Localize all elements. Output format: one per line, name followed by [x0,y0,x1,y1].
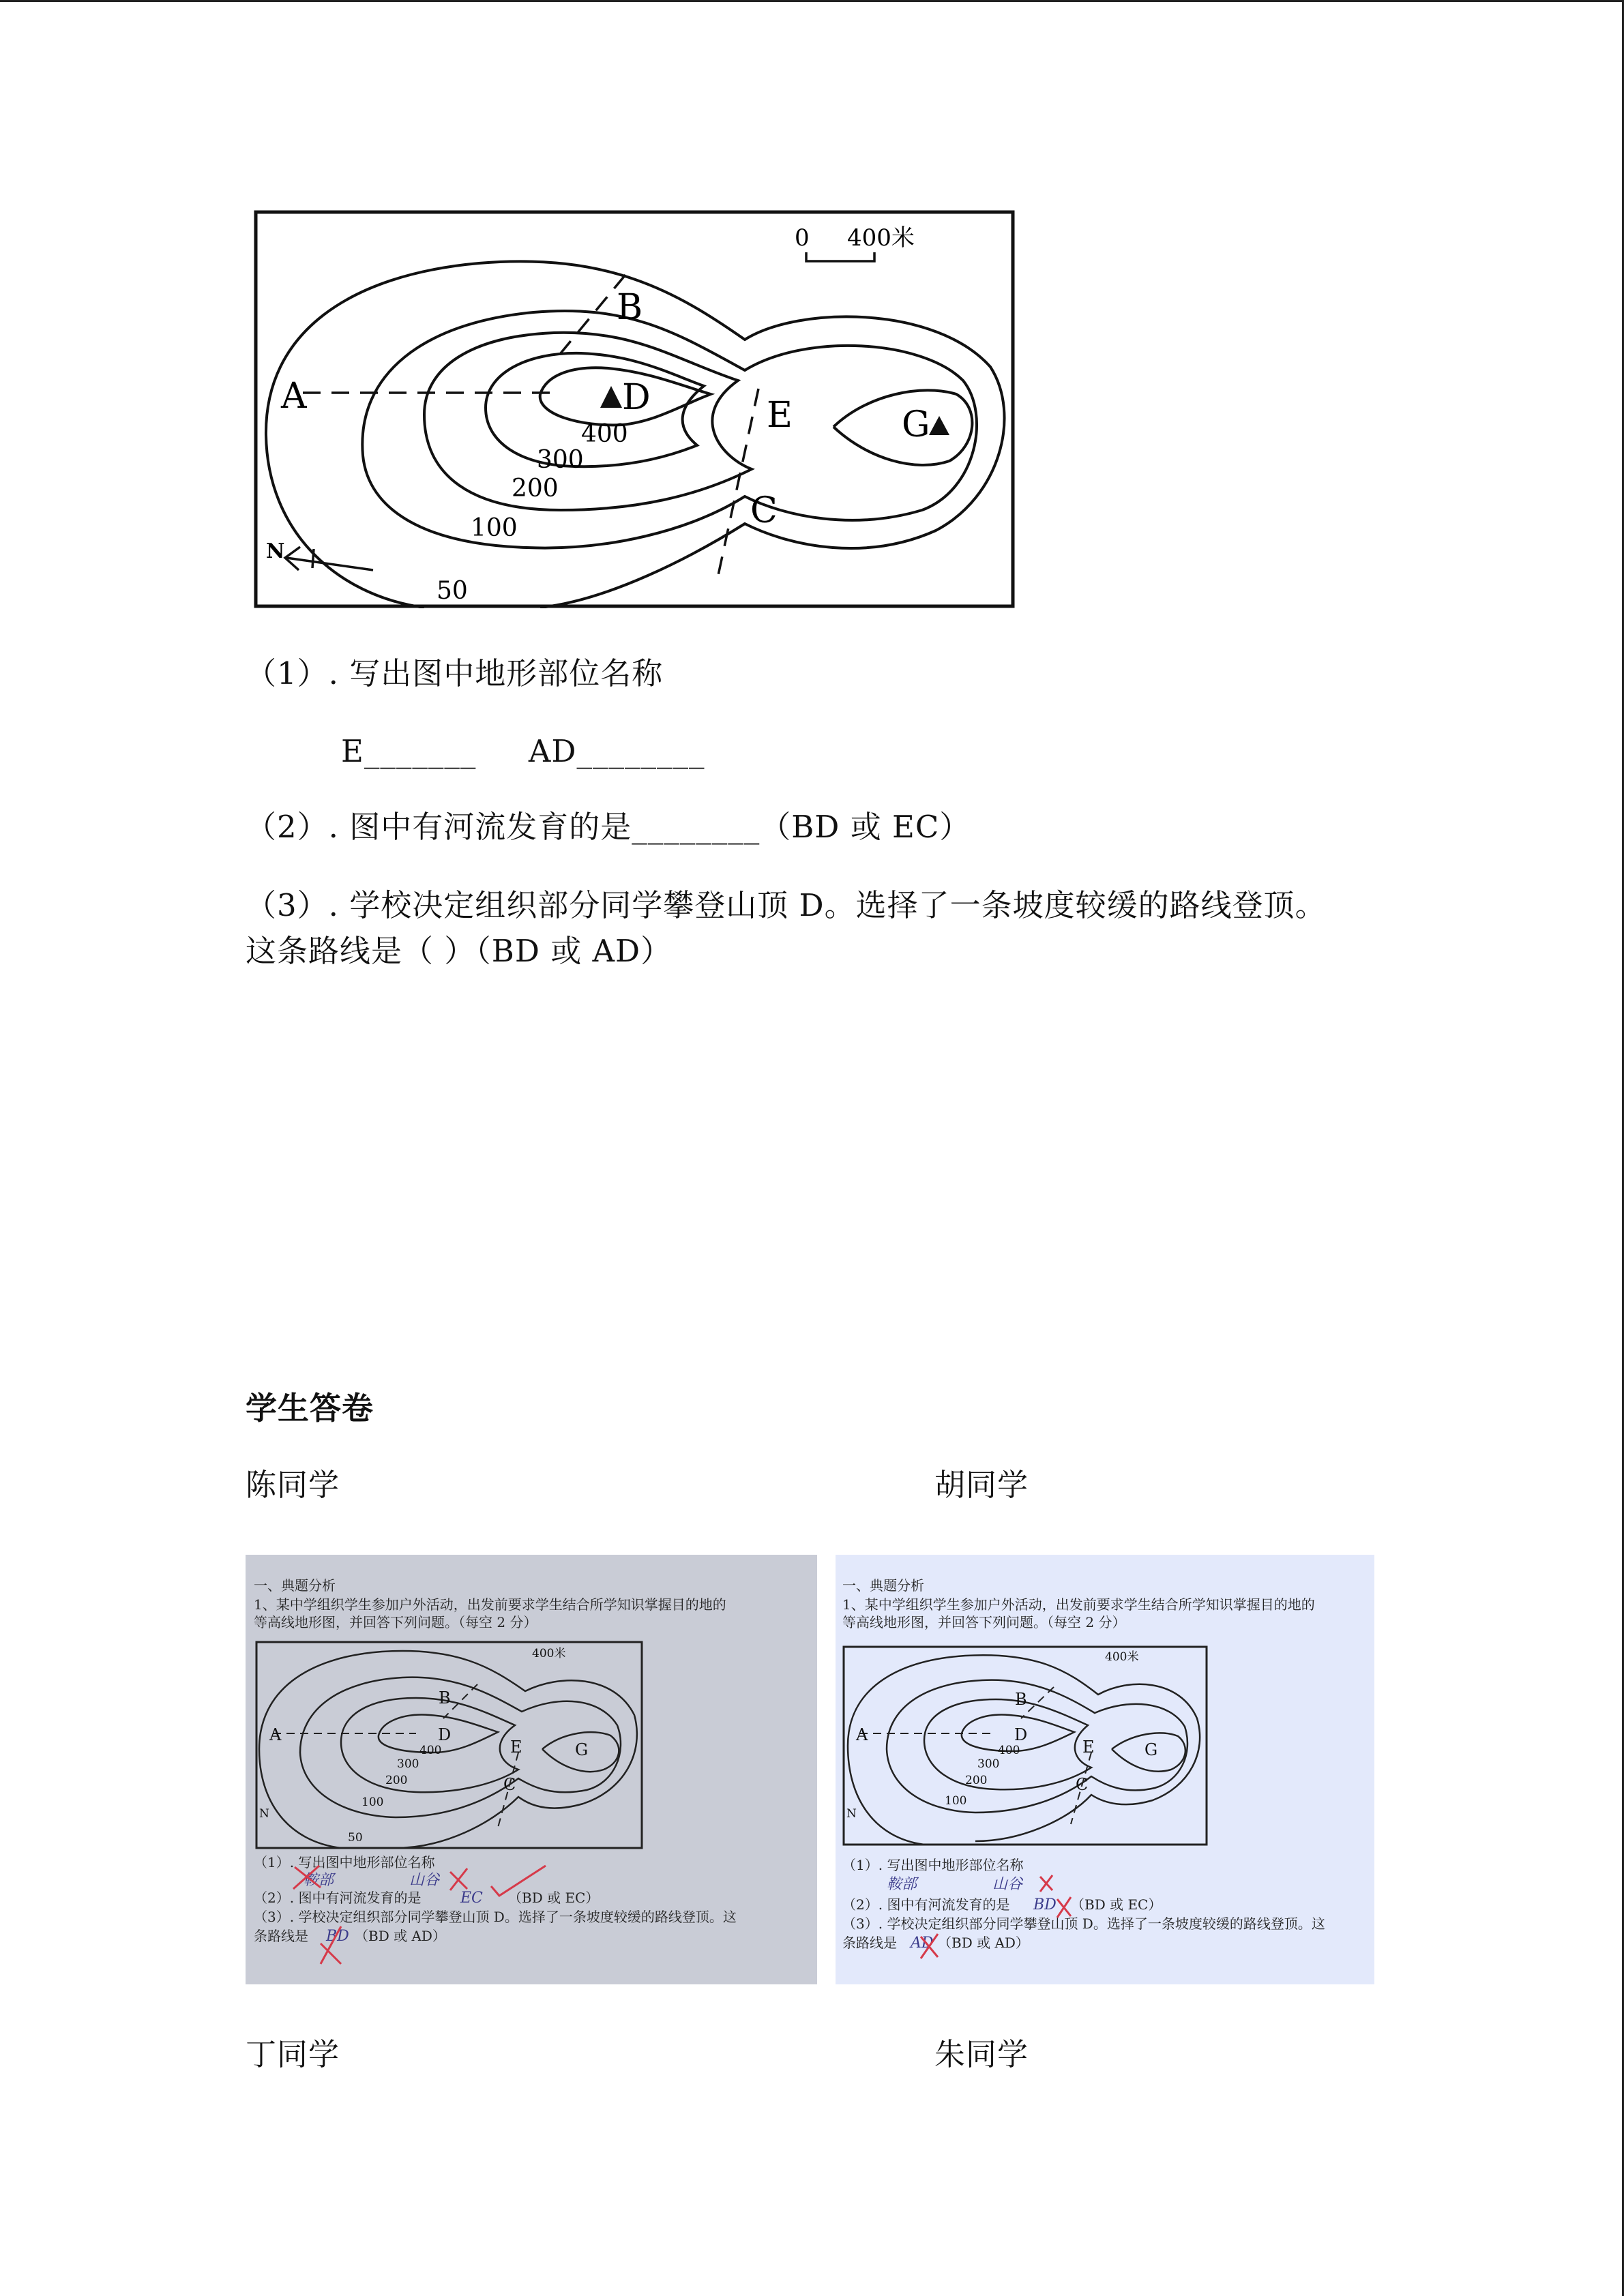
photo-hu-q3b: 条路线是 [842,1935,897,1951]
photo-hu-contour-100: 100 [945,1794,967,1808]
photo-hu-ans-river: BD [1033,1896,1057,1913]
photo-hu-q1: （1）. 写出图中地形部位名称 [842,1857,1024,1873]
photo-hu-q3-tail: （BD 或 AD） [938,1935,1029,1951]
photo-chen-scale: 400米 [532,1647,566,1660]
photo-chen-ans-ad: 山谷 [409,1872,440,1889]
question-3-line-2: 这条路线是（ ）（BD 或 AD） [246,933,673,969]
photo-hu-label-c: C [1076,1775,1089,1794]
photo-hu-scale: 400米 [1105,1650,1139,1664]
contour-map [254,210,1015,608]
photo-hu-contour-300: 300 [977,1757,1000,1771]
photo-chen-label-b: B [439,1688,451,1708]
photo-hu-contour-200: 200 [965,1774,988,1787]
answer-photo-hu [836,1555,1374,1984]
label-c: C [750,490,778,531]
photo-chen-contour-300: 300 [397,1757,419,1771]
answers-heading: 学生答卷 [246,1390,374,1427]
contour-300: 300 [537,446,584,474]
answer-photo-chen [246,1555,817,1984]
photo-hu-label-g: G [1145,1740,1158,1759]
student-name-ding: 丁同学 [246,2036,340,2072]
photo-chen-ans-route: BD [326,1928,349,1945]
scale-zero: 0 [795,224,810,252]
label-a: A [281,376,307,417]
photo-chen-contour-400: 400 [419,1744,442,1757]
photo-hu-ans-route: AD [911,1935,934,1952]
photo-chen-label-a: A [269,1725,282,1744]
student-name-hu: 胡同学 [934,1467,1029,1503]
photo-chen-intro-2: 等高线地形图，并回答下列问题。（每空 2 分） [254,1614,537,1630]
question-3-line-1: （3）. 学校决定组织部分同学攀登山顶 D。选择了一条坡度较缓的路线登顶。 [246,887,1327,923]
photo-chen-contour-200: 200 [385,1774,408,1787]
photo-hu-intro-2: 等高线地形图，并回答下列问题。（每空 2 分） [842,1614,1126,1630]
photo-chen-q3b: 条路线是 [254,1928,308,1944]
label-north: N [266,539,285,563]
photo-hu-label-d: D [1014,1725,1028,1744]
label-e: E [767,395,793,436]
photo-chen-q2: （2）. 图中有河流发育的是 [254,1890,422,1906]
photo-hu-q2-tail: （BD 或 EC） [1071,1896,1162,1913]
photo-hu-ans-ad: 山谷 [992,1876,1023,1893]
question-1: （1）. 写出图中地形部位名称 [246,655,664,691]
contour-400: 400 [581,420,628,448]
photo-hu-north: N [846,1807,857,1821]
student-name-zhu: 朱同学 [934,2036,1029,2072]
photo-chen-q3-tail: （BD 或 AD） [355,1928,446,1944]
photo-hu-label-b: B [1015,1690,1027,1709]
question-1-blanks: E_______ AD________ [341,733,705,769]
photo-hu-q2: （2）. 图中有河流发育的是 [842,1896,1010,1913]
photo-chen-north: N [259,1807,269,1821]
contour-100: 100 [471,514,518,542]
photo-chen-label-d: D [438,1725,452,1744]
student-name-chen: 陈同学 [246,1467,340,1503]
photo-hu-intro-1: 1、某中学组织学生参加户外活动，出发前要求学生结合所学知识掌握目的地的 [842,1596,1315,1613]
label-g: G [902,404,930,445]
photo-hu-ans-e: 鞍部 [887,1876,917,1893]
question-2: （2）. 图中有河流发育的是________（BD 或 EC） [246,809,971,845]
photo-chen-ans-e: 鞍部 [304,1872,334,1889]
contour-50: 50 [437,577,468,605]
contour-200: 200 [512,475,559,503]
photo-hu-label-a: A [856,1725,868,1744]
photo-chen-section: 一、典题分析 [254,1577,336,1594]
photo-hu-q3a: （3）. 学校决定组织部分同学攀登山顶 D。选择了一条坡度较缓的路线登顶。这 [842,1915,1325,1932]
photo-hu-label-e: E [1082,1738,1095,1757]
photo-chen-label-e: E [510,1738,522,1757]
photo-chen-q2-tail: （BD 或 EC） [508,1890,600,1906]
photo-chen-intro-1: 1、某中学组织学生参加户外活动，出发前要求学生结合所学知识掌握目的地的 [254,1596,726,1613]
photo-chen-q1: （1）. 写出图中地形部位名称 [254,1854,435,1870]
scale-label: 400米 [847,224,915,252]
photo-chen-label-g: G [575,1740,589,1759]
label-d: D [622,377,651,418]
page-top-border [0,0,1624,2]
photo-chen-label-c: C [503,1775,516,1794]
photo-hu-contour-400: 400 [998,1744,1020,1757]
photo-chen-contour-100: 100 [361,1795,384,1809]
photo-chen-ans-river: EC [460,1890,483,1907]
photo-hu-section: 一、典题分析 [842,1577,924,1594]
photo-chen-q3a: （3）. 学校决定组织部分同学攀登山顶 D。选择了一条坡度较缓的路线登顶。这 [254,1909,737,1925]
label-b: B [617,287,643,328]
photo-chen-contour-50: 50 [348,1831,363,1845]
